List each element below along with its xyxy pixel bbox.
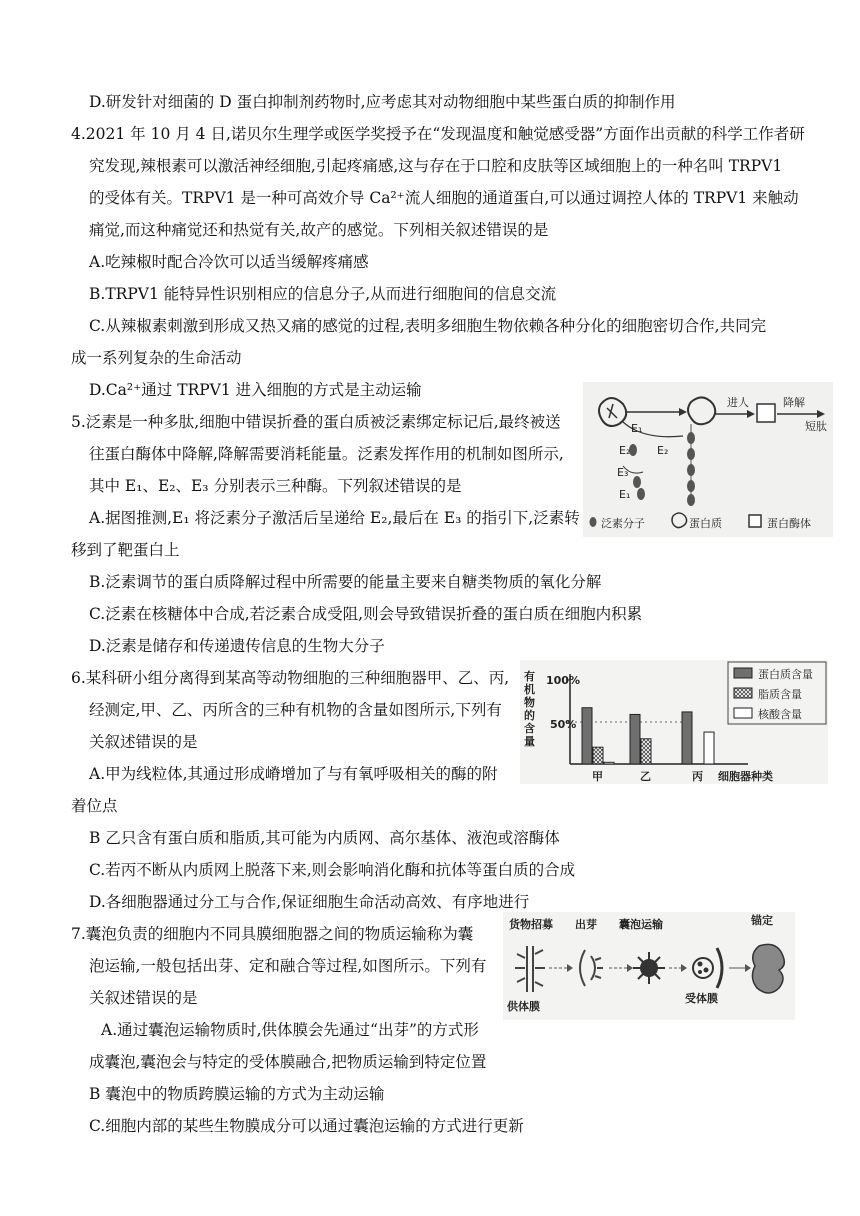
text-line: C.从辣椒素刺激到形成又热又痛的感觉的过程,表明多细胞生物依赖各种分化的细胞密切合作,共同完 — [89, 317, 767, 335]
category-bing: 丙 — [692, 770, 703, 783]
text-line: 7.囊泡负责的细胞内不同具膜细胞器之间的物质运输称为囊 — [71, 925, 474, 943]
docking-vesicle — [693, 948, 722, 988]
text-line: A.据图推测,E₁ 将泛素分子激活后呈递给 E₂,最后在 E₃ 的指引下,泛素转 — [89, 509, 580, 527]
ubiquitin-figure — [583, 382, 833, 537]
budding-vesicle — [580, 950, 603, 986]
proteasome-box — [757, 404, 775, 422]
legend-lipid-content: 脂质含量 — [758, 688, 802, 701]
label-degrade: 降解 — [783, 396, 805, 409]
x-axis-title: 细胞器种类 — [718, 770, 773, 783]
text-line: C.若丙不断从内质网上脱落下来,则会影响消化酶和抗体等蛋白质的合成 — [89, 861, 576, 879]
text-line: 关叙述错误的是 — [89, 989, 198, 1007]
category-jia: 甲 — [592, 770, 603, 783]
label-e1: E₁ — [631, 422, 643, 435]
proteasome-legend-swatch — [749, 515, 761, 527]
text-line: 成一系列复杂的生命活动 — [71, 349, 242, 367]
label-acceptor-membrane: 受体膜 — [685, 992, 718, 1005]
legend-protein-content: 蛋白质含量 — [758, 668, 813, 681]
bar-nucleic-0 — [604, 762, 614, 764]
vesicle-figure — [503, 912, 795, 1020]
label-e2-right: E₂ — [657, 444, 669, 457]
label-e3: E₃ — [617, 466, 629, 479]
bar-nucleic-2 — [704, 732, 714, 764]
legend-swatch — [734, 668, 752, 678]
text-line: 6.某科研小组分离得到某高等动物细胞的三种细胞器甲、乙、丙, — [71, 669, 510, 687]
legend-ubiquitin: 泛素分子 — [601, 517, 645, 530]
transport-vesicle — [633, 952, 665, 984]
protein-legend-swatch — [672, 513, 687, 528]
text-line: 往蛋白酶体中降解,降解需要消耗能量。泛素发挥作用的机制如图所示, — [89, 445, 564, 463]
legend-swatch — [734, 708, 752, 718]
text-line: 移到了靶蛋白上 — [71, 541, 180, 559]
text-line: A.吃辣椒时配合冷饮可以适当缓解疼痛感 — [89, 253, 369, 271]
bar-protein-0 — [582, 708, 592, 764]
text-line: A.通过囊泡运输物质时,供体膜会先通过“出芽”的方式形 — [101, 1021, 479, 1039]
donor-membrane — [515, 946, 545, 992]
legend-proteasome: 蛋白酶体 — [767, 517, 811, 530]
text-line: D.Ca²⁺通过 TRPV1 进入细胞的方式是主动运输 — [89, 381, 422, 399]
bar-protein-2 — [682, 712, 692, 764]
text-line: 泡运输,一般包括出芽、定和融合等过程,如图所示。下列有 — [89, 957, 487, 975]
text-line: D.泛素是储存和传递遗传信息的生物大分子 — [89, 637, 385, 655]
text-line: B 囊泡中的物质跨膜运输的方式为主动运输 — [89, 1085, 385, 1103]
tagged-protein — [688, 397, 715, 424]
ubiquitin-legend-swatch — [590, 517, 597, 527]
label-cargo-recruit: 货物招募 — [509, 918, 553, 931]
tick-50: 50% — [550, 718, 577, 731]
label-donor-membrane: 供体膜 — [507, 1000, 540, 1013]
label-anchoring: 锚定 — [751, 914, 773, 927]
protein-shape — [599, 398, 626, 426]
label-budding: 出芽 — [575, 918, 597, 931]
label-vesicle-transport: 囊泡运输 — [619, 918, 663, 931]
text-line: 痛觉,而这种痛觉还和热觉有关,故产的感觉。下列相关叙述错误的是 — [89, 221, 549, 239]
text-line: 的受体有关。TRPV1 是一种可高效介导 Ca²⁺流人细胞的通道蛋白,可以通过调控人体的 TRPV1 来触动 — [89, 189, 799, 207]
text-line: 关叙述错误的是 — [89, 733, 198, 751]
text-line: 究发现,辣根素可以激活神经细胞,引起疼痛感,这与存在于口腔和皮肤等区域细胞上的一种名叫 TRPV1 — [89, 157, 783, 175]
text-line: B.TRPV1 能特异性识别相应的信息分子,从而进行细胞间的信息交流 — [89, 285, 557, 303]
category-yi: 乙 — [640, 770, 651, 783]
text-line: D.研发针对细菌的 D 蛋白抑制剂药物时,应考虑其对动物细胞中某些蛋白质的抑制作用 — [89, 93, 676, 111]
text-line: B.泛素调节的蛋白质降解过程中所需要的能量主要来自糖类物质的氧化分解 — [89, 573, 602, 591]
label-enter: 进人 — [727, 396, 749, 409]
text-line: 着位点 — [71, 797, 118, 815]
tick-100: 100% — [546, 674, 580, 687]
organelle-chart — [520, 660, 828, 784]
bar-protein-1 — [630, 714, 640, 764]
text-line: 4.2021 年 10 月 4 日,诺贝尔生理学或医学奖授予在“发现温度和触觉感受器”方面作出贡献的科学工作者研 — [71, 125, 805, 143]
bar-lipid-1 — [641, 739, 651, 764]
label-e1-lower: E₁ — [619, 488, 631, 501]
text-line: 成囊泡,囊泡会与特定的受体膜融合,把物质运输到特定位置 — [89, 1053, 487, 1071]
text-line: 经测定,甲、乙、丙所含的三种有机物的含量如图所示,下列有 — [89, 701, 502, 719]
text-line: 其中 E₁、E₂、E₃ 分别表示三种酶。下列叙述错误的是 — [89, 477, 462, 495]
y-axis-title: 有机物的含量 — [524, 670, 535, 748]
text-line: D.各细胞器通过分工与合作,保证细胞生命活动高效、有序地进行 — [89, 893, 530, 911]
bar-lipid-0 — [593, 747, 603, 764]
legend-protein: 蛋白质 — [689, 517, 722, 530]
text-line: C.细胞内部的某些生物膜成分可以通过囊泡运输的方式进行更新 — [89, 1117, 524, 1135]
text-line: C.泛素在核糖体中合成,若泛素合成受阻,则会导致错误折叠的蛋白质在细胞内积累 — [89, 605, 643, 623]
label-short-peptide: 短肽 — [805, 420, 827, 433]
legend-nucleic-content: 核酸含量 — [758, 708, 802, 721]
fused-organelle — [752, 944, 784, 993]
legend-swatch — [734, 688, 752, 698]
text-line: A.甲为线粒体,其通过形成嵴增加了与有氧呼吸相关的酶的附 — [89, 765, 498, 783]
text-line: 5.泛素是一种多肽,细胞中错误折叠的蛋白质被泛素绑定标记后,最终被送 — [71, 413, 561, 431]
text-line: B 乙只含有蛋白质和脂质,其可能为内质网、高尔基体、液泡或溶酶体 — [89, 829, 560, 847]
label-e2: E₂ — [619, 444, 631, 457]
